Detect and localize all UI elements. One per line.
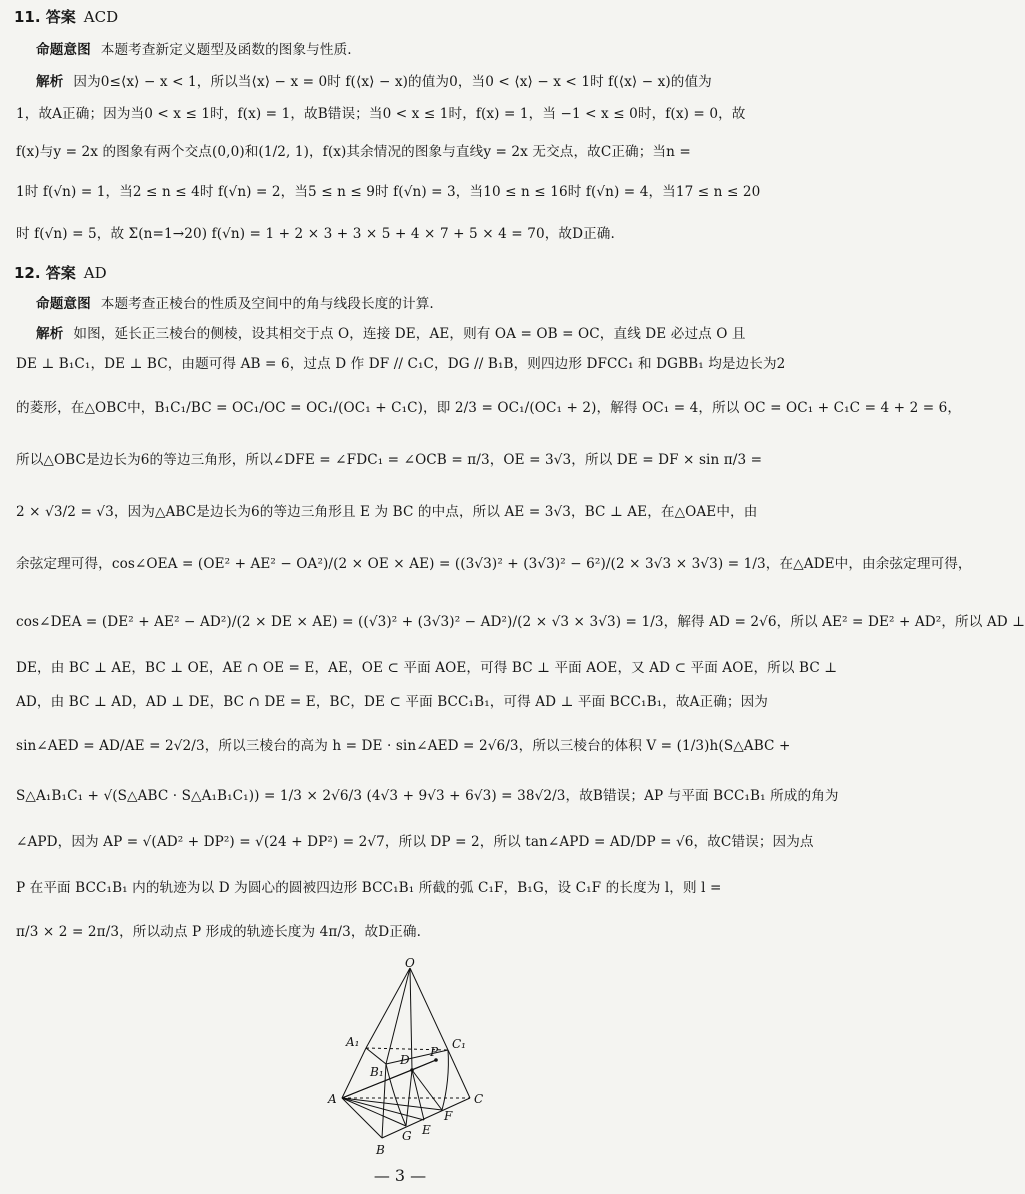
page-number: — 3 —: [373, 1166, 427, 1185]
q11-label: 11. 答案: [14, 8, 76, 26]
q12-analysis-line: 余弦定理可得，cos∠OEA = (OE² + AE² − OA²)/(2 × OE × AE) = ((3√3)² + (3√3)² − 6²)/(2 × 3√3 × 3√3) = 1/3，在△ADE中，由余弦定理可得，: [16, 556, 972, 572]
edge-C1C: [448, 1050, 470, 1098]
q12-analysis-line: π/3 × 2 = 2π/3，所以动点 P 形成的轨迹长度为 4π/3，故D正确.: [16, 924, 422, 940]
q12-analysis-line: cos∠DEA = (DE² + AE² − AD²)/(2 × DE × AE) = ((√3)² + (3√3)² − AD²)/(2 × √3 × 3√3) = 1/3，解得 AD = 2√6，所以 AE² = DE² + AD²，所以 AD ⊥: [16, 614, 1025, 630]
edge-AB: [342, 1098, 382, 1138]
q11-analysis-label: 解析: [36, 74, 64, 90]
edge-OC1: [410, 968, 448, 1050]
label-A1: A₁: [346, 1035, 360, 1049]
edge-B1C1: [386, 1050, 448, 1064]
q11-analysis-line: 1时 f(√n) = 1，当2 ≤ n ≤ 4时 f(√n) = 2，当5 ≤ n ≤ 9时 f(√n) = 3，当10 ≤ n ≤ 16时 f(√n) = 4，当17 ≤ n ≤ 20: [16, 184, 761, 200]
point-D: [410, 1068, 414, 1072]
edge-OA1: [366, 968, 410, 1048]
label-E: E: [422, 1123, 431, 1137]
q12-analysis-line: AD，由 BC ⊥ AD，AD ⊥ DE，BC ∩ DE = E，BC，DE ⊂ 平面 BCC₁B₁，可得 AD ⊥ 平面 BCC₁B₁，故A正确；因为: [16, 694, 768, 710]
q12-intent-text: 本题考查正棱台的性质及空间中的角与线段长度的计算.: [100, 296, 434, 312]
q11-intent-label: 命题意图: [36, 42, 91, 58]
q11-analysis-line: [36, 70, 786, 90]
q11-analysis-line: f(x)与y = 2x 的图象有两个交点(0,0)和(1/2, 1)，f(x)其余情况的图象与直线y = 2x 无交点，故C正确；当n =: [16, 144, 691, 160]
edge-OD: [410, 968, 412, 1070]
label-F: F: [444, 1109, 453, 1123]
label-G: G: [402, 1129, 412, 1143]
q12-label: 12. 答案: [14, 264, 76, 282]
q12-intent-label: 命题意图: [36, 296, 91, 312]
label-A: A: [328, 1092, 337, 1106]
q12-header: [14, 262, 107, 283]
label-C1: C₁: [452, 1037, 466, 1051]
q12-analysis-line: 所以△OBC是边长为6的等边三角形，所以∠DFE = ∠FDC₁ = ∠OCB = π/3，OE = 3√3，所以 DE = DF × sin π/3 =: [16, 452, 763, 468]
q11-intent: [36, 38, 786, 58]
q12-analysis-line: [36, 322, 786, 342]
label-D: D: [400, 1053, 410, 1067]
edge-A1A: [342, 1048, 366, 1098]
q11-analysis-line: 1，故A正确；因为当0 < x ≤ 1时，f(x) = 1，故B错误；当0 < x ≤ 1时，f(x) = 1，当 −1 < x ≤ 0时，f(x) = 0，故: [16, 106, 746, 122]
q11-answer: ACD: [83, 8, 119, 26]
q12-analysis-line: DE ⊥ B₁C₁，DE ⊥ BC，由题可得 AB = 6，过点 D 作 DF // C₁C，DG // B₁B，则四边形 DFCC₁ 和 DGBB₁ 均是边长为2: [16, 356, 786, 372]
q12-analysis-line: sin∠AED = AD/AE = 2√2/3，所以三棱台的高为 h = DE · sin∠AED = 2√6/3，所以三棱台的体积 V = (1/3)h(S△ABC +: [16, 738, 791, 754]
q12-analysis-text: 如图，延长正三棱台的侧棱，设其相交于点 O，连接 DE，AE，则有 OA = OB = OC，直线 DE 必过点 O 且: [73, 326, 746, 342]
segment-AP: [342, 1060, 436, 1098]
segment-AF: [342, 1098, 442, 1110]
q11-analysis-text: 因为0≤⟨x⟩ − x < 1，所以当⟨x⟩ − x = 0时 f(⟨x⟩ − x)的值为0，当0 < ⟨x⟩ − x < 1时 f(⟨x⟩ − x)的值为: [73, 74, 712, 90]
q12-analysis-line: DE，由 BC ⊥ AE，BC ⊥ OE，AE ∩ OE = E，AE，OE ⊂ 平面 AOE，可得 BC ⊥ 平面 AOE，又 AD ⊂ 平面 AOE，所以 BC ⊥: [16, 660, 838, 676]
q11-header: [14, 6, 118, 27]
label-O: O: [405, 956, 415, 970]
frustum-figure: [318, 958, 508, 1158]
q11-intent-text: 本题考查新定义题型及函数的图象与性质.: [100, 42, 352, 58]
q12-analysis-line: 的菱形，在△OBC中，B₁C₁/BC = OC₁/OC = OC₁/(OC₁ + C₁C)，即 2/3 = OC₁/(OC₁ + 2)，解得 OC₁ = 4，所以 OC = OC₁ + C₁C = 4 + 2 = 6，: [16, 400, 962, 416]
label-B: B: [376, 1143, 385, 1157]
q12-analysis-line: 2 × √3/2 = √3，因为△ABC是边长为6的等边三角形且 E 为 BC 的中点，所以 AE = 3√3，BC ⊥ AE，在△OAE中，由: [16, 504, 758, 520]
arc-C1F: [442, 1050, 448, 1110]
edge-A1B1: [366, 1048, 386, 1064]
q12-analysis-line: S△A₁B₁C₁ + √(S△ABC · S△A₁B₁C₁)) = 1/3 × 2√6/3 (4√3 + 9√3 + 6√3) = 38√2/3，故B错误；AP 与平面 BCC₁B₁ 所成的角为: [16, 788, 839, 804]
q12-answer: AD: [83, 264, 107, 282]
q12-analysis-label: 解析: [36, 326, 64, 342]
label-B1: B₁: [370, 1065, 384, 1079]
q12-analysis-line: P 在平面 BCC₁B₁ 内的轨迹为以 D 为圆心的圆被四边形 BCC₁B₁ 所截的弧 C₁F，B₁G，设 C₁F 的长度为 l，则 l =: [16, 880, 722, 896]
edge-OB1: [386, 968, 410, 1064]
q12-intent: [36, 292, 786, 312]
label-P: P: [430, 1045, 439, 1059]
q12-analysis-line: ∠APD，因为 AP = √(AD² + DP²) = √(24 + DP²) = 2√7，所以 DP = 2，所以 tan∠APD = AD/DP = √6，故C错误；因为点: [16, 834, 814, 850]
label-C: C: [474, 1092, 484, 1106]
q11-analysis-line: 时 f(√n) = 5，故 Σ(n=1→20) f(√n) = 1 + 2 × 3 + 3 × 5 + 4 × 7 + 5 × 4 = 70，故D正确.: [16, 226, 615, 242]
